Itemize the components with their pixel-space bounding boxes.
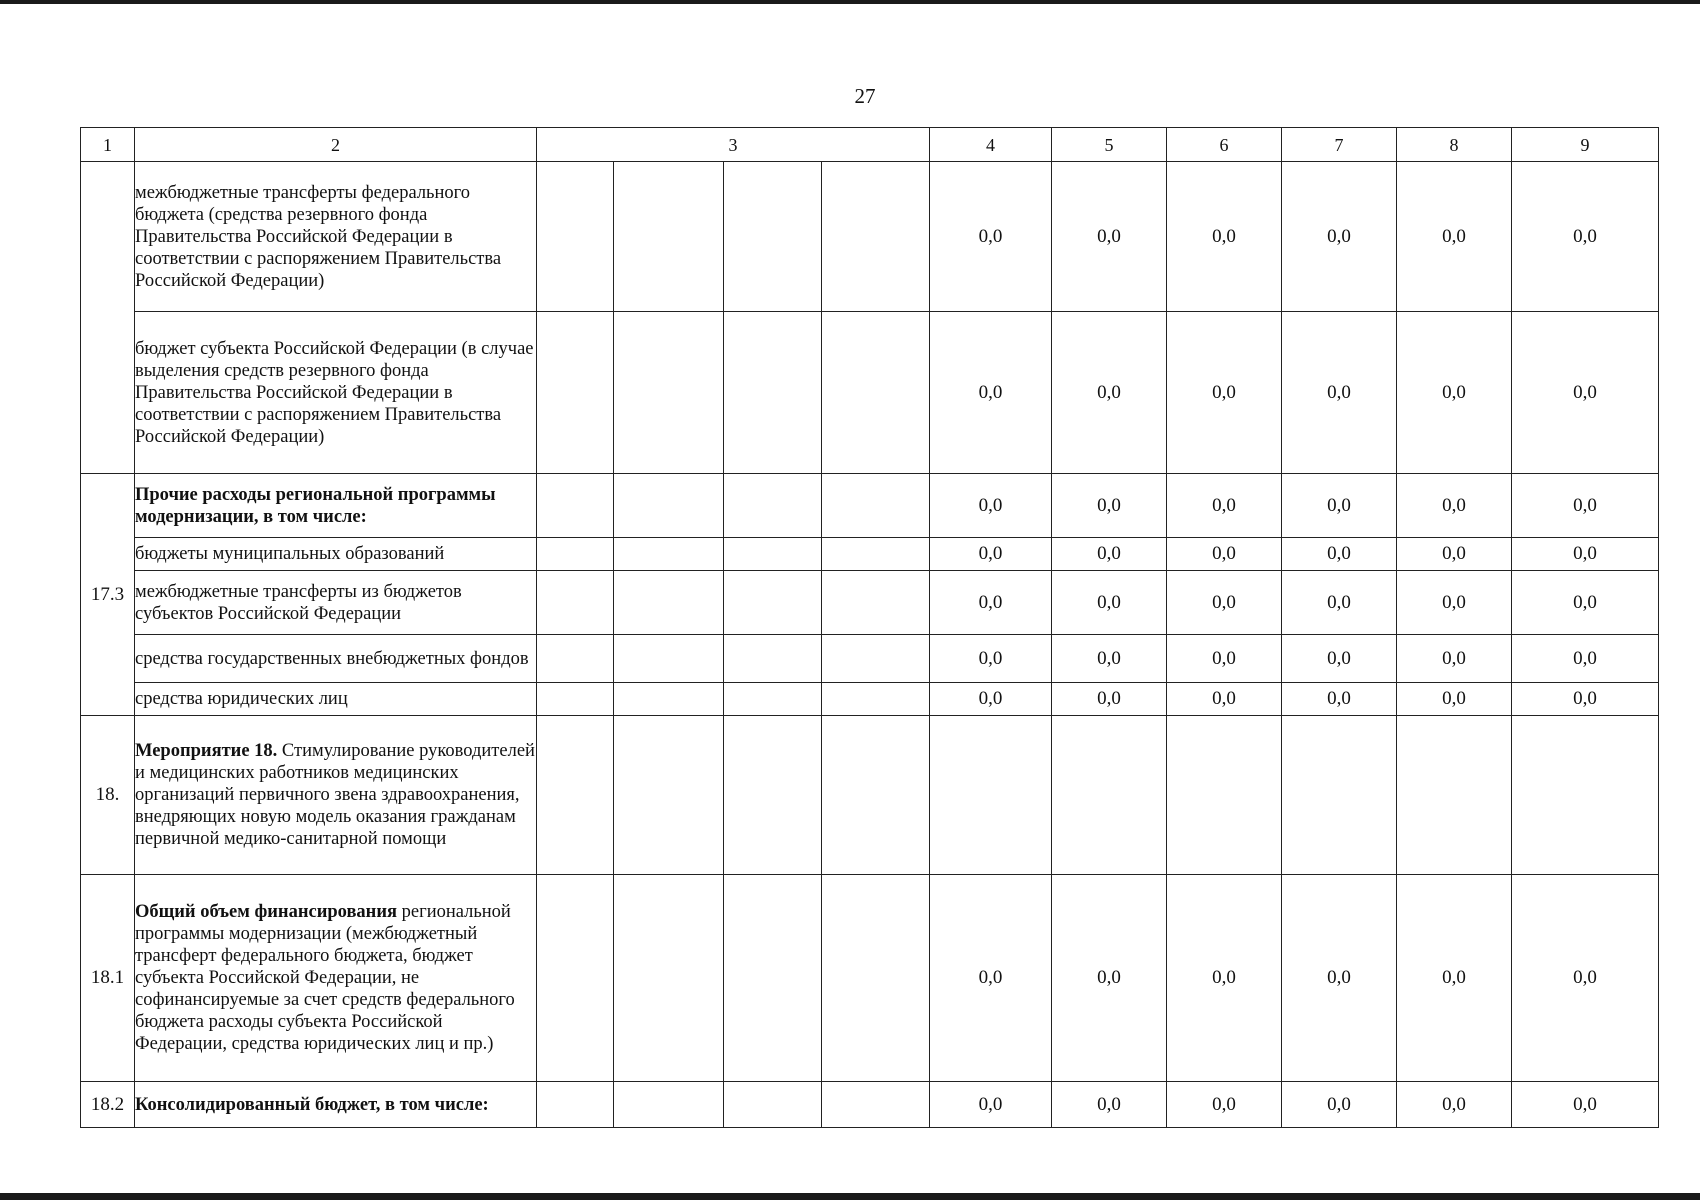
budget-table (80, 127, 1659, 1128)
table-row (81, 571, 1659, 635)
value-cell: 0,0 (1282, 474, 1397, 538)
value-cell: 0,0 (1397, 875, 1512, 1082)
value-cell: 0,0 (930, 635, 1052, 683)
value-cell: 0,0 (1167, 875, 1282, 1082)
row-description: бюджеты муниципальных образований (135, 538, 537, 571)
value-cell: 0,0 (930, 683, 1052, 716)
row-number (81, 162, 135, 474)
value-cell: 0,0 (1397, 538, 1512, 571)
value-cell: 0,0 (1512, 683, 1659, 716)
column-header: 9 (1512, 128, 1659, 162)
value-cell: 0,0 (1397, 635, 1512, 683)
row-description: Общий объем финансирования региональной программы модернизации (межбюджетный трансферт федерального бюджета, бюджет субъекта Российской Федерации, не софинансируемые за счет средств федерального бюджета расходы субъекта Российской Федерации, средства юридических лиц и пр.) (135, 875, 537, 1082)
value-cell: 0,0 (1052, 683, 1167, 716)
row-number: 18.1 (81, 875, 135, 1082)
value-cell: 0,0 (930, 538, 1052, 571)
value-cell: 0,0 (1167, 1082, 1282, 1128)
value-cell (1282, 716, 1397, 875)
value-cell: 0,0 (1512, 1082, 1659, 1128)
row-description: Прочие расходы региональной программы модернизации, в том числе: (135, 474, 537, 538)
value-cell (1397, 716, 1512, 875)
column-header: 4 (930, 128, 1052, 162)
value-cell: 0,0 (1282, 312, 1397, 474)
value-cell: 0,0 (1167, 683, 1282, 716)
value-cell: 0,0 (1282, 162, 1397, 312)
value-cell: 0,0 (930, 875, 1052, 1082)
value-cell: 0,0 (1282, 875, 1397, 1082)
value-cell: 0,0 (1167, 635, 1282, 683)
value-cell (1052, 716, 1167, 875)
value-cell: 0,0 (1397, 474, 1512, 538)
table-row (81, 635, 1659, 683)
column-header: 2 (135, 128, 537, 162)
row-description: бюджет субъекта Российской Федерации (в случае выделения средств резервного фонда Правительства Российской Федерации в соответствии с распоряжением Правительства Российской Федерации) (135, 312, 537, 474)
value-cell: 0,0 (1282, 538, 1397, 571)
value-cell: 0,0 (1397, 683, 1512, 716)
row-number: 17.3 (81, 474, 135, 716)
value-cell: 0,0 (1282, 635, 1397, 683)
table-row (81, 875, 1659, 1082)
value-cell: 0,0 (1167, 571, 1282, 635)
value-cell: 0,0 (930, 571, 1052, 635)
scan-top-edge (0, 0, 1700, 4)
value-cell: 0,0 (1052, 635, 1167, 683)
value-cell: 0,0 (1282, 1082, 1397, 1128)
value-cell: 0,0 (1512, 474, 1659, 538)
value-cell: 0,0 (1052, 474, 1167, 538)
value-cell: 0,0 (930, 162, 1052, 312)
value-cell: 0,0 (1282, 571, 1397, 635)
table-row (81, 312, 1659, 474)
table-row (81, 538, 1659, 571)
value-cell (930, 716, 1052, 875)
value-cell: 0,0 (1052, 571, 1167, 635)
value-cell: 0,0 (1052, 162, 1167, 312)
value-cell: 0,0 (1052, 1082, 1167, 1128)
column-header: 7 (1282, 128, 1397, 162)
value-cell: 0,0 (1167, 162, 1282, 312)
value-cell: 0,0 (1167, 312, 1282, 474)
value-cell: 0,0 (1512, 538, 1659, 571)
value-cell: 0,0 (1282, 683, 1397, 716)
value-cell: 0,0 (1167, 474, 1282, 538)
value-cell: 0,0 (1512, 312, 1659, 474)
value-cell: 0,0 (1052, 312, 1167, 474)
table-row (81, 474, 1659, 538)
row-description: Консолидированный бюджет, в том числе: (135, 1082, 537, 1128)
column-header: 8 (1397, 128, 1512, 162)
scan-bottom-edge (0, 1193, 1700, 1200)
column-header: 3 (537, 128, 930, 162)
value-cell: 0,0 (930, 1082, 1052, 1128)
value-cell (1512, 716, 1659, 875)
value-cell: 0,0 (1397, 312, 1512, 474)
table-row (81, 1082, 1659, 1128)
column-header: 1 (81, 128, 135, 162)
value-cell: 0,0 (1397, 1082, 1512, 1128)
value-cell: 0,0 (1052, 538, 1167, 571)
value-cell (1167, 716, 1282, 875)
row-number: 18. (81, 716, 135, 875)
table-row (81, 683, 1659, 716)
value-cell: 0,0 (1052, 875, 1167, 1082)
value-cell: 0,0 (930, 312, 1052, 474)
row-description: средства юридических лиц (135, 683, 537, 716)
column-header-row (81, 128, 1659, 162)
table-row (81, 162, 1659, 312)
page-number: 27 (854, 84, 876, 108)
value-cell: 0,0 (1397, 571, 1512, 635)
column-header: 5 (1052, 128, 1167, 162)
row-number: 18.2 (81, 1082, 135, 1128)
value-cell: 0,0 (1512, 875, 1659, 1082)
row-description: межбюджетные трансферты из бюджетов субъектов Российской Федерации (135, 571, 537, 635)
row-description: Мероприятие 18. Стимулирование руководителей и медицинских работников медицинских организаций первичного звена здравоохранения, внедряющих новую модель оказания гражданам первичной медико-санитарной помощи (135, 716, 537, 875)
value-cell: 0,0 (1167, 538, 1282, 571)
value-cell: 0,0 (1512, 162, 1659, 312)
value-cell: 0,0 (930, 474, 1052, 538)
column-header: 6 (1167, 128, 1282, 162)
value-cell: 0,0 (1397, 162, 1512, 312)
table-row (81, 716, 1659, 875)
value-cell: 0,0 (1512, 635, 1659, 683)
value-cell: 0,0 (1512, 571, 1659, 635)
row-description: средства государственных внебюджетных фондов (135, 635, 537, 683)
row-description: межбюджетные трансферты федерального бюджета (средства резервного фонда Правительства Российской Федерации в соответствии с распоряжением Правительства Российской Федерации) (135, 162, 537, 312)
